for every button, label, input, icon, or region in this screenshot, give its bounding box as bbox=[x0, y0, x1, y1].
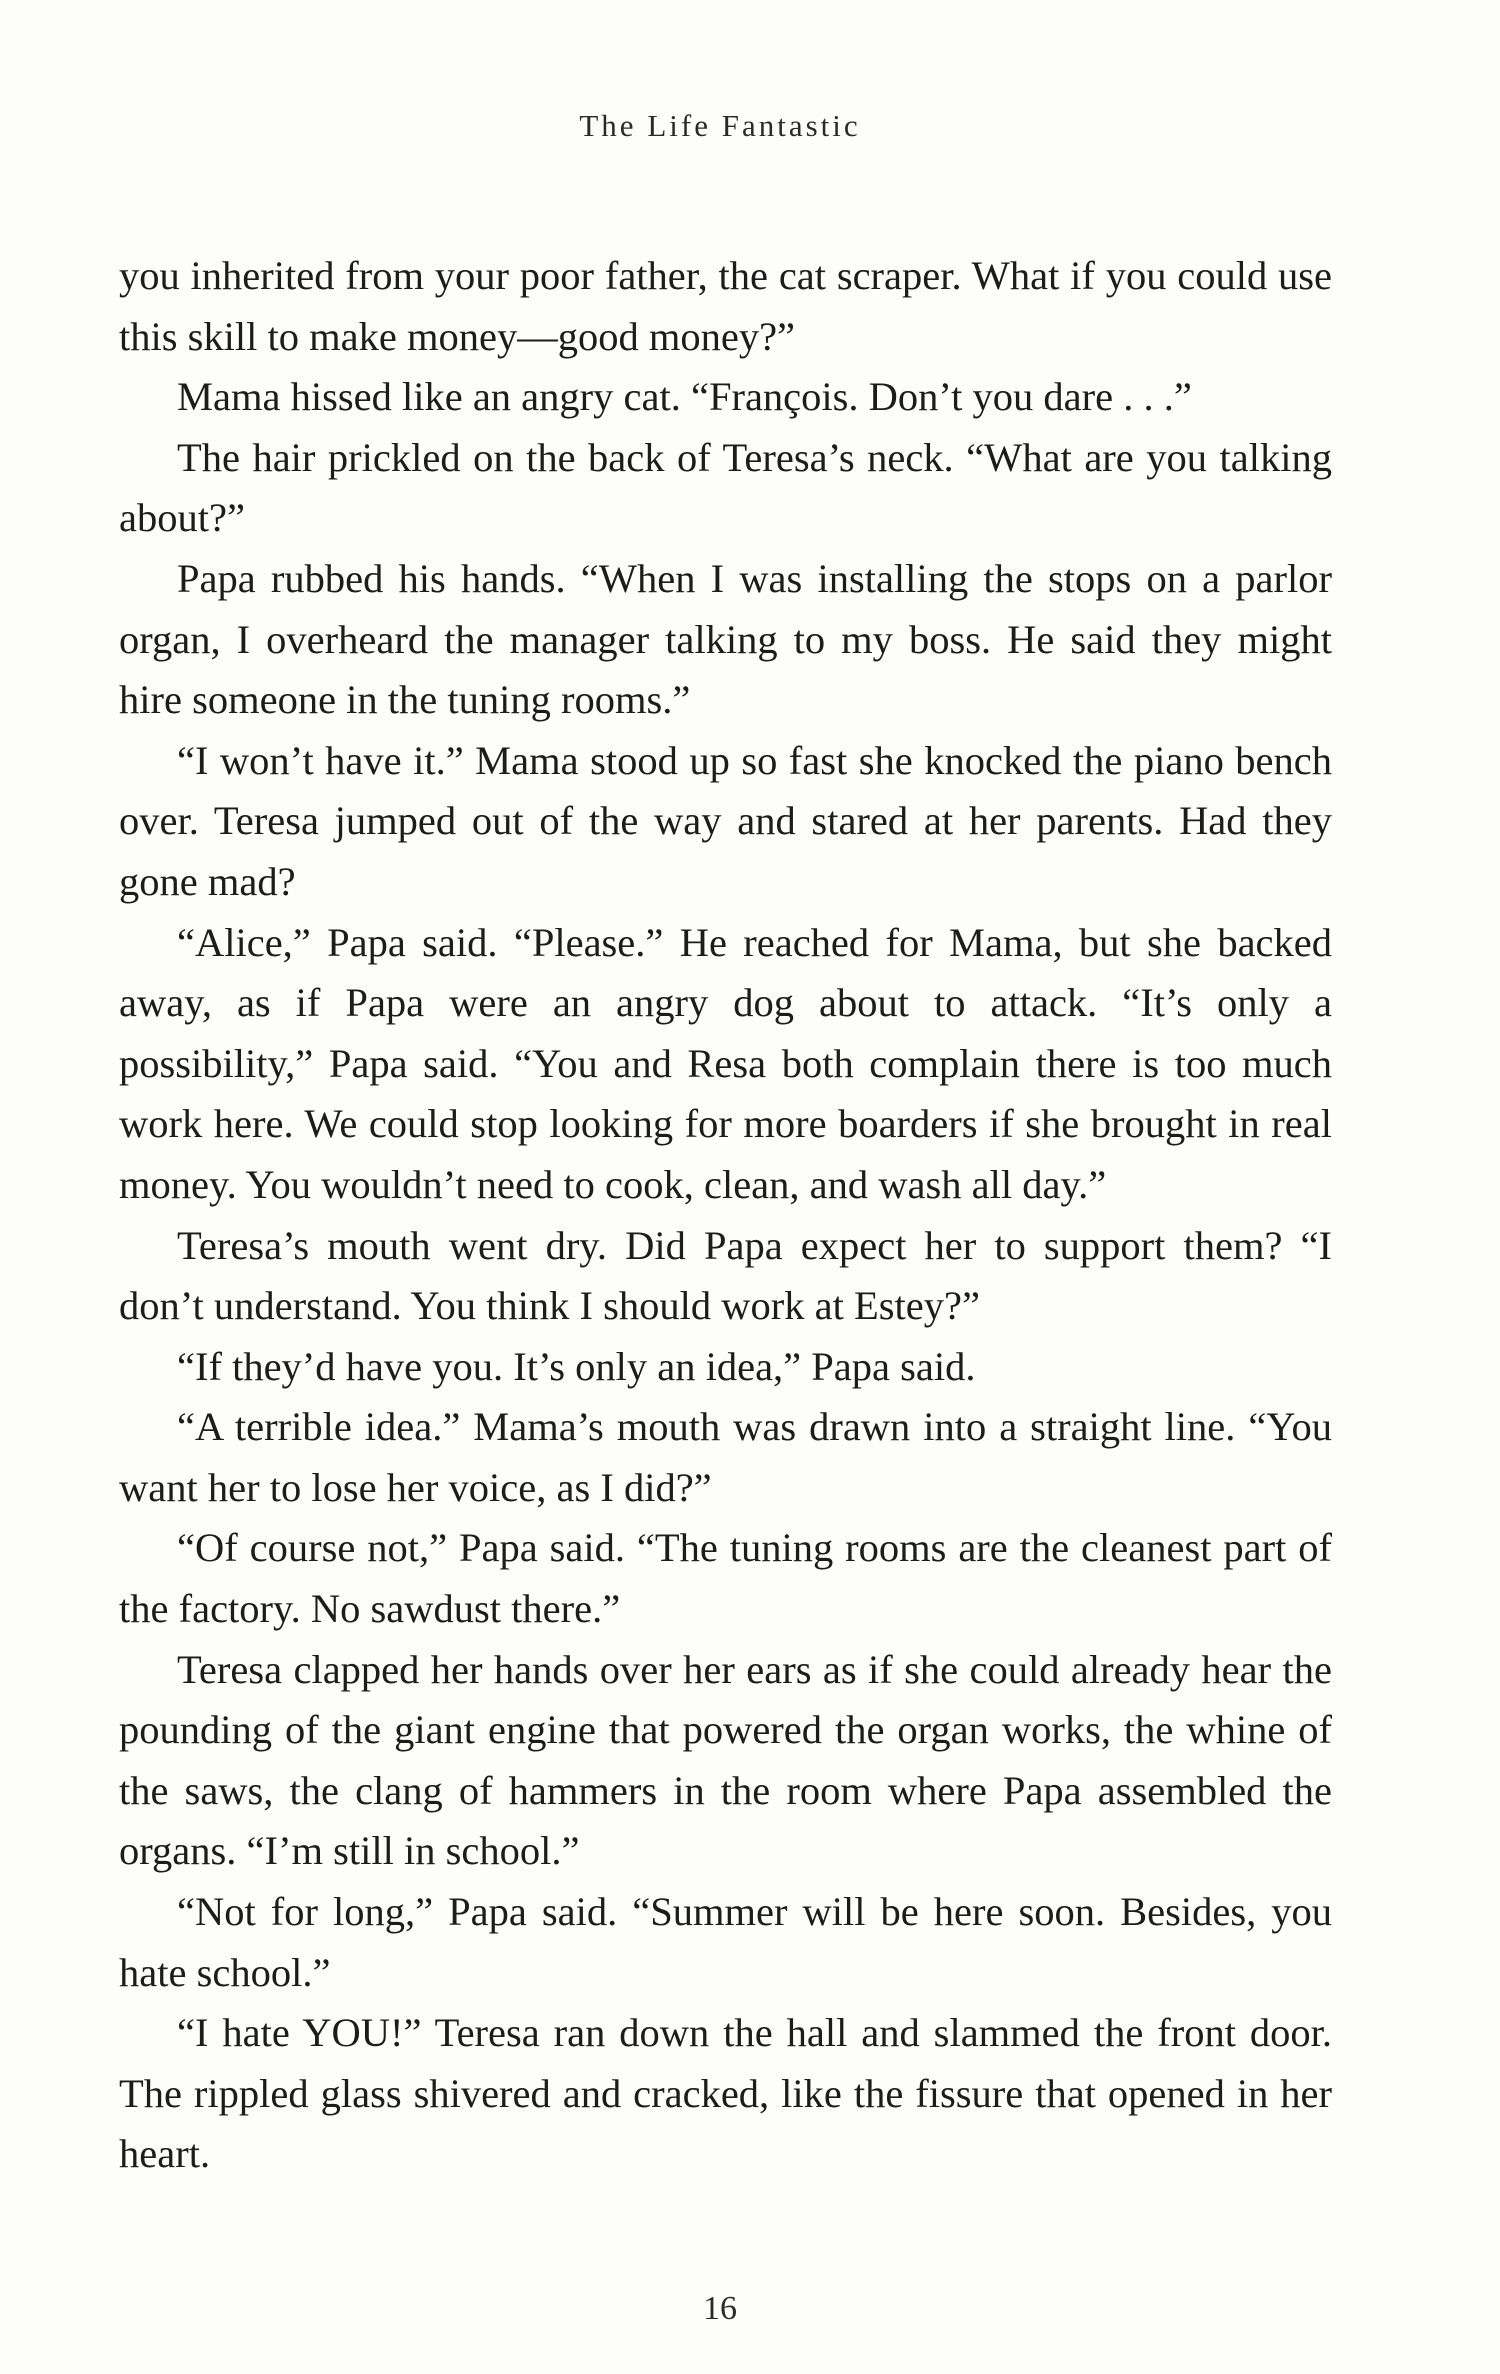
body-text bbox=[119, 246, 1332, 2185]
paragraph: “I won’t have it.” Mama stood up so fast she knocked the piano bench over. Teresa jumped out of the way and stared at her parents. Had they gone mad? bbox=[119, 737, 1332, 904]
page-number: 16 bbox=[703, 2290, 737, 2327]
paragraph: Papa rubbed his hands. “When I was installing the stops on a parlor organ, I overheard the manager talking to my boss. He said they might hire someone in the tuning rooms.” bbox=[119, 555, 1332, 723]
paragraph: “Of course not,” Papa said. “The tuning rooms are the cleanest part of the factory. No sawdust there.” bbox=[119, 1525, 1332, 1632]
paragraph: “A terrible idea.” Mama’s mouth was drawn into a straight line. “You want her to lose her voice, as I did?” bbox=[119, 1404, 1332, 1510]
paragraph: “Alice,” Papa said. “Please.” He reached for Mama, but she backed away, as if Papa were an angry dog about to attack. “It’s only a possibility,” Papa said. “You and Resa both complain there is too much work here. We could stop looking for more boarders if she brought in real money. You wouldn’t need to cook, clean, and wash all day.” bbox=[119, 919, 1332, 1207]
paragraph: “If they’d have you. It’s only an idea,” Papa said. bbox=[177, 1343, 976, 1389]
paragraph: you inherited from your poor father, the cat scraper. What if you could use this skill to make money—good money?” bbox=[119, 253, 1332, 359]
paragraph: Teresa clapped her hands over her ears as if she could already hear the pounding of the giant engine that powered the organ works, the whine of the saws, the clang of hammers in the room where Papa assembled the organs. “I’m still in school.” bbox=[119, 1646, 1332, 1874]
paragraph: “Not for long,” Papa said. “Summer will be here soon. Besides, you hate school.” bbox=[119, 1889, 1332, 1995]
paragraph: “I hate YOU!” Teresa ran down the hall and slammed the front door. The rippled glass shivered and cracked, like the fissure that opened in her heart. bbox=[119, 2010, 1332, 2177]
running-head: The Life Fantastic bbox=[579, 108, 861, 143]
paragraph: Teresa’s mouth went dry. Did Papa expect her to support them? “I don’t understand. You think I should work at Estey?” bbox=[119, 1222, 1332, 1329]
paragraph: Mama hissed like an angry cat. “François. Don’t you dare . . .” bbox=[177, 374, 1192, 420]
paragraph: The hair prickled on the back of Teresa’s neck. “What are you talking about?” bbox=[119, 434, 1332, 541]
